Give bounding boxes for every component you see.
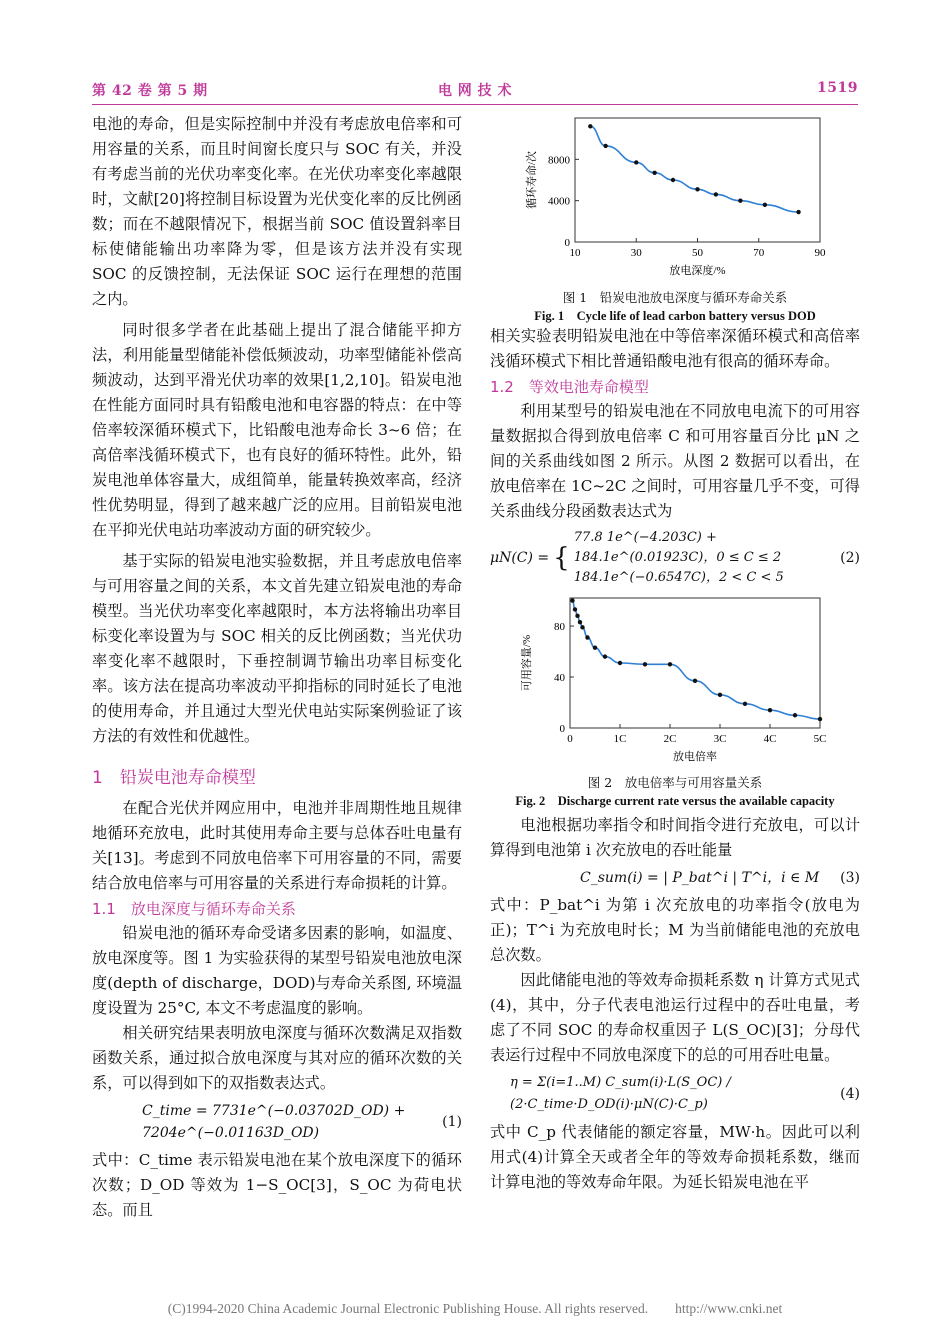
x-tick-label: 4C <box>763 733 777 745</box>
data-point <box>585 635 589 639</box>
data-point <box>652 171 656 175</box>
paragraph: 相关研究结果表明放电深度与循环次数满足双指数函数关系，通过拟合放电深度与其对应的循环次数的关系，可以得到如下的双指数表达式。 <box>92 1024 462 1092</box>
x-tick-label: 50 <box>692 247 703 259</box>
data-point <box>714 192 718 196</box>
paragraph: 式中：P_bat^i 为第 i 次充放电的功率指令(放电为正)；T^i 为充放电时长；M 为当前储能电池的充放电总次数。 <box>490 896 860 964</box>
paragraph: 利用某型号的铅炭电池在不同放电电流下的可用容量数据拟合得到放电倍率 C 和可用容量百分比 μN 之间的关系曲线如图 2 所示。从图 2 数据可以看出，在放电倍率在 1C~2C 之间时，可用容量几乎不变，可得关系曲线分段函数表达式为 <box>490 402 860 520</box>
paragraph: 同时很多学者在此基础上提出了混合储能平抑方法，利用能量型储能补偿低频波动，功率型储能补偿高频波动，达到平滑光伏功率的效果[1,2,10]。铅炭电池在性能方面同时具有铅酸电池和电容器的特点：在中等倍率较深循环模式下，比铅酸电池寿命长 3~6 倍；在高倍率浅循环模式下，也有良好的循环特性。此外，铅炭电池单体容量大，成组简单，能量转换效率高，经济性优势明显，得到了越来越广泛的应用。目前铅炭电池在平抑光伏电站功率波动方面的研究较少。 <box>92 321 462 539</box>
series-line <box>573 601 821 720</box>
cycle-life-chart <box>490 112 860 282</box>
paragraph: 电池根据功率指令和时间指令进行充放电，可以计算得到电池第 i 次充放电的吞吐能量 <box>490 816 860 859</box>
figure-2 <box>490 592 860 809</box>
capacity-chart <box>490 592 860 767</box>
equation-4-body: η = Σ(i=1..M) C_sum(i)·L(S_OC) / (2·C_time·D_OD(i)·μN(C)·C_p) <box>510 1075 731 1112</box>
data-point <box>818 717 822 721</box>
paragraph: 铅炭电池的循环寿命受诸多因素的影响，如温度、放电深度等。图 1 为实验获得的某型号铅炭电池放电深度(depth of discharge，DOD)与寿命关系图, 环境温度设置为 25°C, 本文不考虑温度的影响。 <box>92 924 462 1017</box>
data-point <box>668 662 672 666</box>
subsection-heading: 1.2 等效电池寿命模型 <box>490 378 649 396</box>
x-tick-label: 1C <box>613 733 627 745</box>
data-point <box>580 625 584 629</box>
data-point <box>578 620 582 624</box>
subsection-heading: 1.1 放电深度与循环寿命关系 <box>92 900 296 918</box>
x-tick-label: 3C <box>713 733 727 745</box>
y-tick-label: 80 <box>554 621 565 634</box>
paragraph: 相关实验表明铅炭电池在中等倍率深循环模式和高倍率浅循环模式下相比普通铅酸电池有很高的循环寿命。 <box>490 327 860 370</box>
x-axis-label: 放电倍率 <box>673 751 717 763</box>
data-point <box>634 160 638 164</box>
data-point <box>643 662 647 666</box>
figure-1-caption-zh: 图 1 铅炭电池放电深度与循环寿命关系 <box>562 290 788 305</box>
x-tick-label: 30 <box>630 247 642 259</box>
paragraph: 式中：C_time 表示铅炭电池在某个放电深度下的循环次数；D_OD 等效为 1−S_OC[3]，S_OC 为荷电状态。而且 <box>92 1151 462 1219</box>
copyright-footer: (C)1994-2020 China Academic Journal Electronic Publishing House. All rights reserved. http://www.cnki.net <box>167 1301 783 1316</box>
y-axis-label: 可用容量/% <box>521 634 533 692</box>
y-tick-label: 0 <box>559 723 565 735</box>
equation-4 <box>490 1072 860 1116</box>
data-point <box>570 598 574 602</box>
data-point <box>573 607 577 611</box>
equation-1-number: (1) <box>442 1114 462 1130</box>
y-tick-label: 8000 <box>548 154 570 167</box>
figure-1-caption-en: Fig. 1 Cycle life of lead carbon battery versus DOD <box>534 309 816 323</box>
brace-icon: { <box>553 543 570 573</box>
y-axis-label: 循环寿命/次 <box>526 150 538 210</box>
section-heading: 1 铅炭电池寿命模型 <box>92 768 256 788</box>
data-point <box>603 144 607 148</box>
paragraph: 电池的寿命，但是实际控制中并没有考虑放电倍率和可用容量的关系，而且时间窗长度只与 SOC 有关，并没有考虑当前的光伏功率变化率。在光伏功率变化率越限时，文献[20]将控制目标设置为光伏变化率的反比例函数；而在不越限情况下，根据当前 SOC 值设置斜率目标使储能输出功率降为零，但是该方法并没有实现 SOC 的反馈控制，无法保证 SOC 运行在理想的范围之内。 <box>92 115 462 308</box>
data-point <box>743 702 747 706</box>
data-point <box>588 124 592 128</box>
x-axis-label: 放电深度/% <box>669 265 726 277</box>
equation-2 <box>490 528 860 588</box>
paragraph: 在配合光伏并网应用中，电池并非周期性地且规律地循环充放电，此时其使用寿命主要与总体吞吐电量有关[13]。考虑到不同放电倍率下可用容量的不同，需要结合放电倍率与可用容量的关系进行寿命损耗的计算。 <box>92 799 462 892</box>
journal-volume: 第 42 卷 第 5 期 <box>92 83 208 99</box>
figure-2-caption-zh: 图 2 放电倍率与可用容量关系 <box>587 775 763 790</box>
x-tick-label: 90 <box>814 247 826 259</box>
x-tick-label: 0 <box>567 733 573 745</box>
x-tick-label: 70 <box>753 247 765 259</box>
equation-2-case-2: 184.1e^(−0.6547C)，2 < C < 5 <box>573 570 784 585</box>
paragraph: 基于实际的铅炭电池实验数据，并且考虑放电倍率与可用容量之间的关系，本文首先建立铅炭电池的寿命模型。当光伏功率变化率越限时，本方法将输出功率目标变化率设置为与 SOC 相关的反比例函数；当光伏功率变化率不越限时，下垂控制调节输出功率目标变化率。该方法在提高功率波动平抑指标的同时延长了电池的使用寿命，并且通过大型光伏电站实际案例验证了该方法的有效性和优越性。 <box>92 552 462 745</box>
figure-1 <box>490 112 860 324</box>
data-point <box>693 679 697 683</box>
equation-3-body: C_sum(i) = | P_bat^i | T^i，i ∈ M <box>580 870 820 886</box>
data-point <box>796 210 800 214</box>
journal-title: 电 网 技 术 <box>437 83 513 99</box>
equation-3 <box>490 867 860 889</box>
plot-frame <box>570 598 820 728</box>
data-point <box>793 713 797 717</box>
series-line <box>590 126 798 212</box>
right-column <box>490 112 860 1195</box>
data-point <box>593 646 597 650</box>
equation-1 <box>92 1100 462 1144</box>
data-point <box>671 178 675 182</box>
equation-4-number: (4) <box>840 1086 860 1102</box>
data-point <box>763 203 767 207</box>
paragraph: 式中 C_p 代表储能的额定容量，MW·h。因此可以利用式(4)计算全天或者全年的等效寿命损耗系数，继而计算电池的等效寿命年限。为延长铅炭电池在平 <box>490 1123 860 1191</box>
equation-2-lhs: μN(C) = <box>490 550 550 566</box>
header-rule <box>92 104 858 105</box>
data-point <box>575 614 579 618</box>
equation-2-number: (2) <box>840 550 860 566</box>
x-tick-label: 10 <box>569 247 581 259</box>
y-tick-label: 0 <box>564 237 570 249</box>
figure-2-caption-en: Fig. 2 Discharge current rate versus the available capacity <box>515 794 835 808</box>
y-tick-label: 4000 <box>548 195 570 208</box>
equation-2-case-1: 77.8 1e^(−4.203C) + 184.1e^(0.01923C)，0 ≤ C ≤ 2 <box>573 530 782 565</box>
data-point <box>603 654 607 658</box>
paragraph: 因此储能电池的等效寿命损耗系数 η 计算方式见式(4)，其中，分子代表电池运行过程中的吞吐电量，考虑了不同 SOC 的寿命权重因子 L(S_OC)[3]；分母代表运行过程中不同放电深度下的总的可用吞吐电量。 <box>490 971 860 1064</box>
page-number: 1519 <box>817 80 858 96</box>
equation-1-body: C_time = 7731e^(−0.03702D_OD) + 7204e^(−0.01163D_OD) <box>142 1103 406 1141</box>
equation-3-number: (3) <box>840 870 860 886</box>
x-tick-label: 5C <box>813 733 827 745</box>
equation-2-cases <box>574 528 840 588</box>
data-point <box>695 187 699 191</box>
left-column <box>92 112 462 1223</box>
y-tick-label: 40 <box>554 672 565 685</box>
data-point <box>768 708 772 712</box>
data-point <box>618 661 622 665</box>
plot-frame <box>575 118 820 242</box>
data-point <box>738 198 742 202</box>
x-tick-label: 2C <box>663 733 677 745</box>
data-point <box>718 693 722 697</box>
